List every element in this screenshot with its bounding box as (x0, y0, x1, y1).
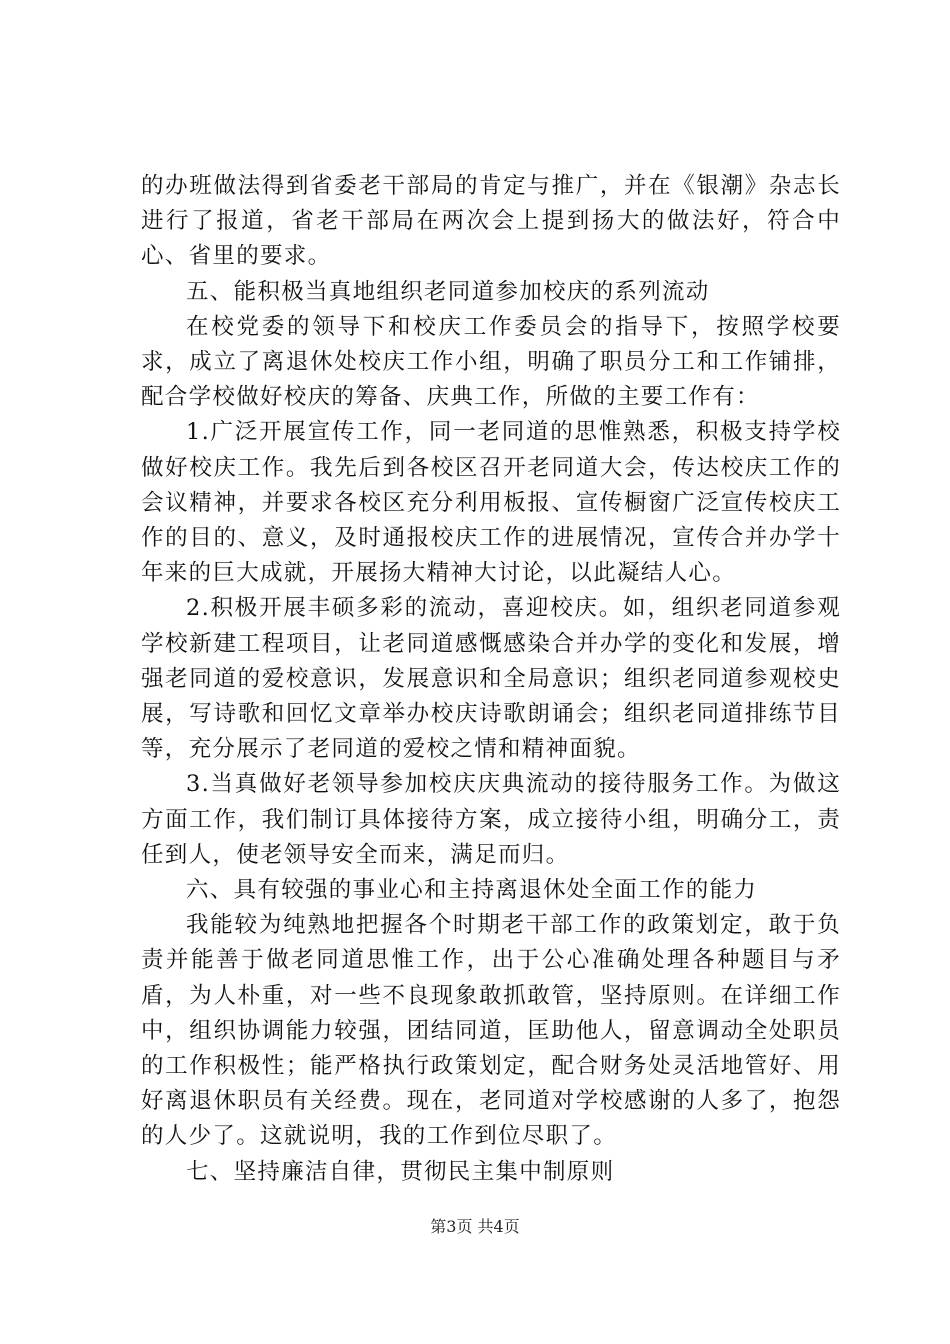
document-body (141, 169, 841, 1190)
paragraph-item-3: 3.当真做好老领导参加校庆庆典流动的接待服务工作。为做这方面工作，我们制订具体接待方案，成立接待小组，明确分工，责任到人，使老领导安全而来，满足而归。 (141, 771, 841, 868)
section-heading-5: 五、能积极当真地组织老同道参加校庆的系列流动 (186, 278, 710, 305)
paragraph-intro: 在校党委的领导下和校庆工作委员会的指导下，按照学校要求，成立了离退休处校庆工作小组，明确了职员分工和工作铺排，配合学校做好校庆的筹备、庆典工作，所做的主要工作有： (141, 313, 841, 411)
section-heading-6: 六、具有较强的事业心和主持离退休处全面工作的能力 (186, 877, 758, 904)
paragraph-item-1: 1.广泛开展宣传工作，同一老同道的思惟熟悉，积极支持学校做好校庆工作。我先后到各校区召开老同道大会，传达校庆工作的会议精神，并要求各校区充分利用板报、宣传橱窗广泛宣传校庆工作的目的、意义，及时通报校庆工作的进展情况，宣传合并办学十年来的巨大成就，开展扬大精神大讨论，以此凝结人心。 (141, 419, 841, 587)
paragraph-item-2: 2.积极开展丰硕多彩的流动，喜迎校庆。如，组织老同道参观学校新建工程项目，让老同道感慨感染合并办学的变化和发展，增强老同道的爱校意识，发展意识和全局意识；组织老同道参观校史展，写诗歌和回忆文章举办校庆诗歌朗诵会；组织老同道排练节目等，充分展示了老同道的爱校之情和精神面貌。 (141, 595, 841, 763)
paragraph-ability: 我能较为纯熟地把握各个时期老干部工作的政策划定，敢于负责并能善于做老同道思惟工作，出于公心准确处理各种题目与矛盾，为人朴重，对一些不良现象敢抓敢管，坚持原则。在详细工作中，组织协调能力较强，团结同道，匡助他人，留意调动全处职员的工作积极性；能严格执行政策划定，配合财务处灵活地管好、用好离退休职员有关经费。现在，老同道对学校感谢的人多了，抱怨的人少了。这就说明，我的工作到位尽职了。 (141, 912, 841, 1150)
paragraph-continuation: 的办班做法得到省委老干部局的肯定与推广，并在《银潮》杂志长进行了报道，省老干部局在两次会上提到扬大的做法好，符合中心、省里的要求。 (141, 173, 841, 270)
page-number-label: 第3页 共4页 (430, 1217, 520, 1236)
page-footer (0, 1216, 950, 1238)
section-heading-7: 七、坚持廉洁自律，贯彻民主集中制原则 (186, 1158, 615, 1185)
